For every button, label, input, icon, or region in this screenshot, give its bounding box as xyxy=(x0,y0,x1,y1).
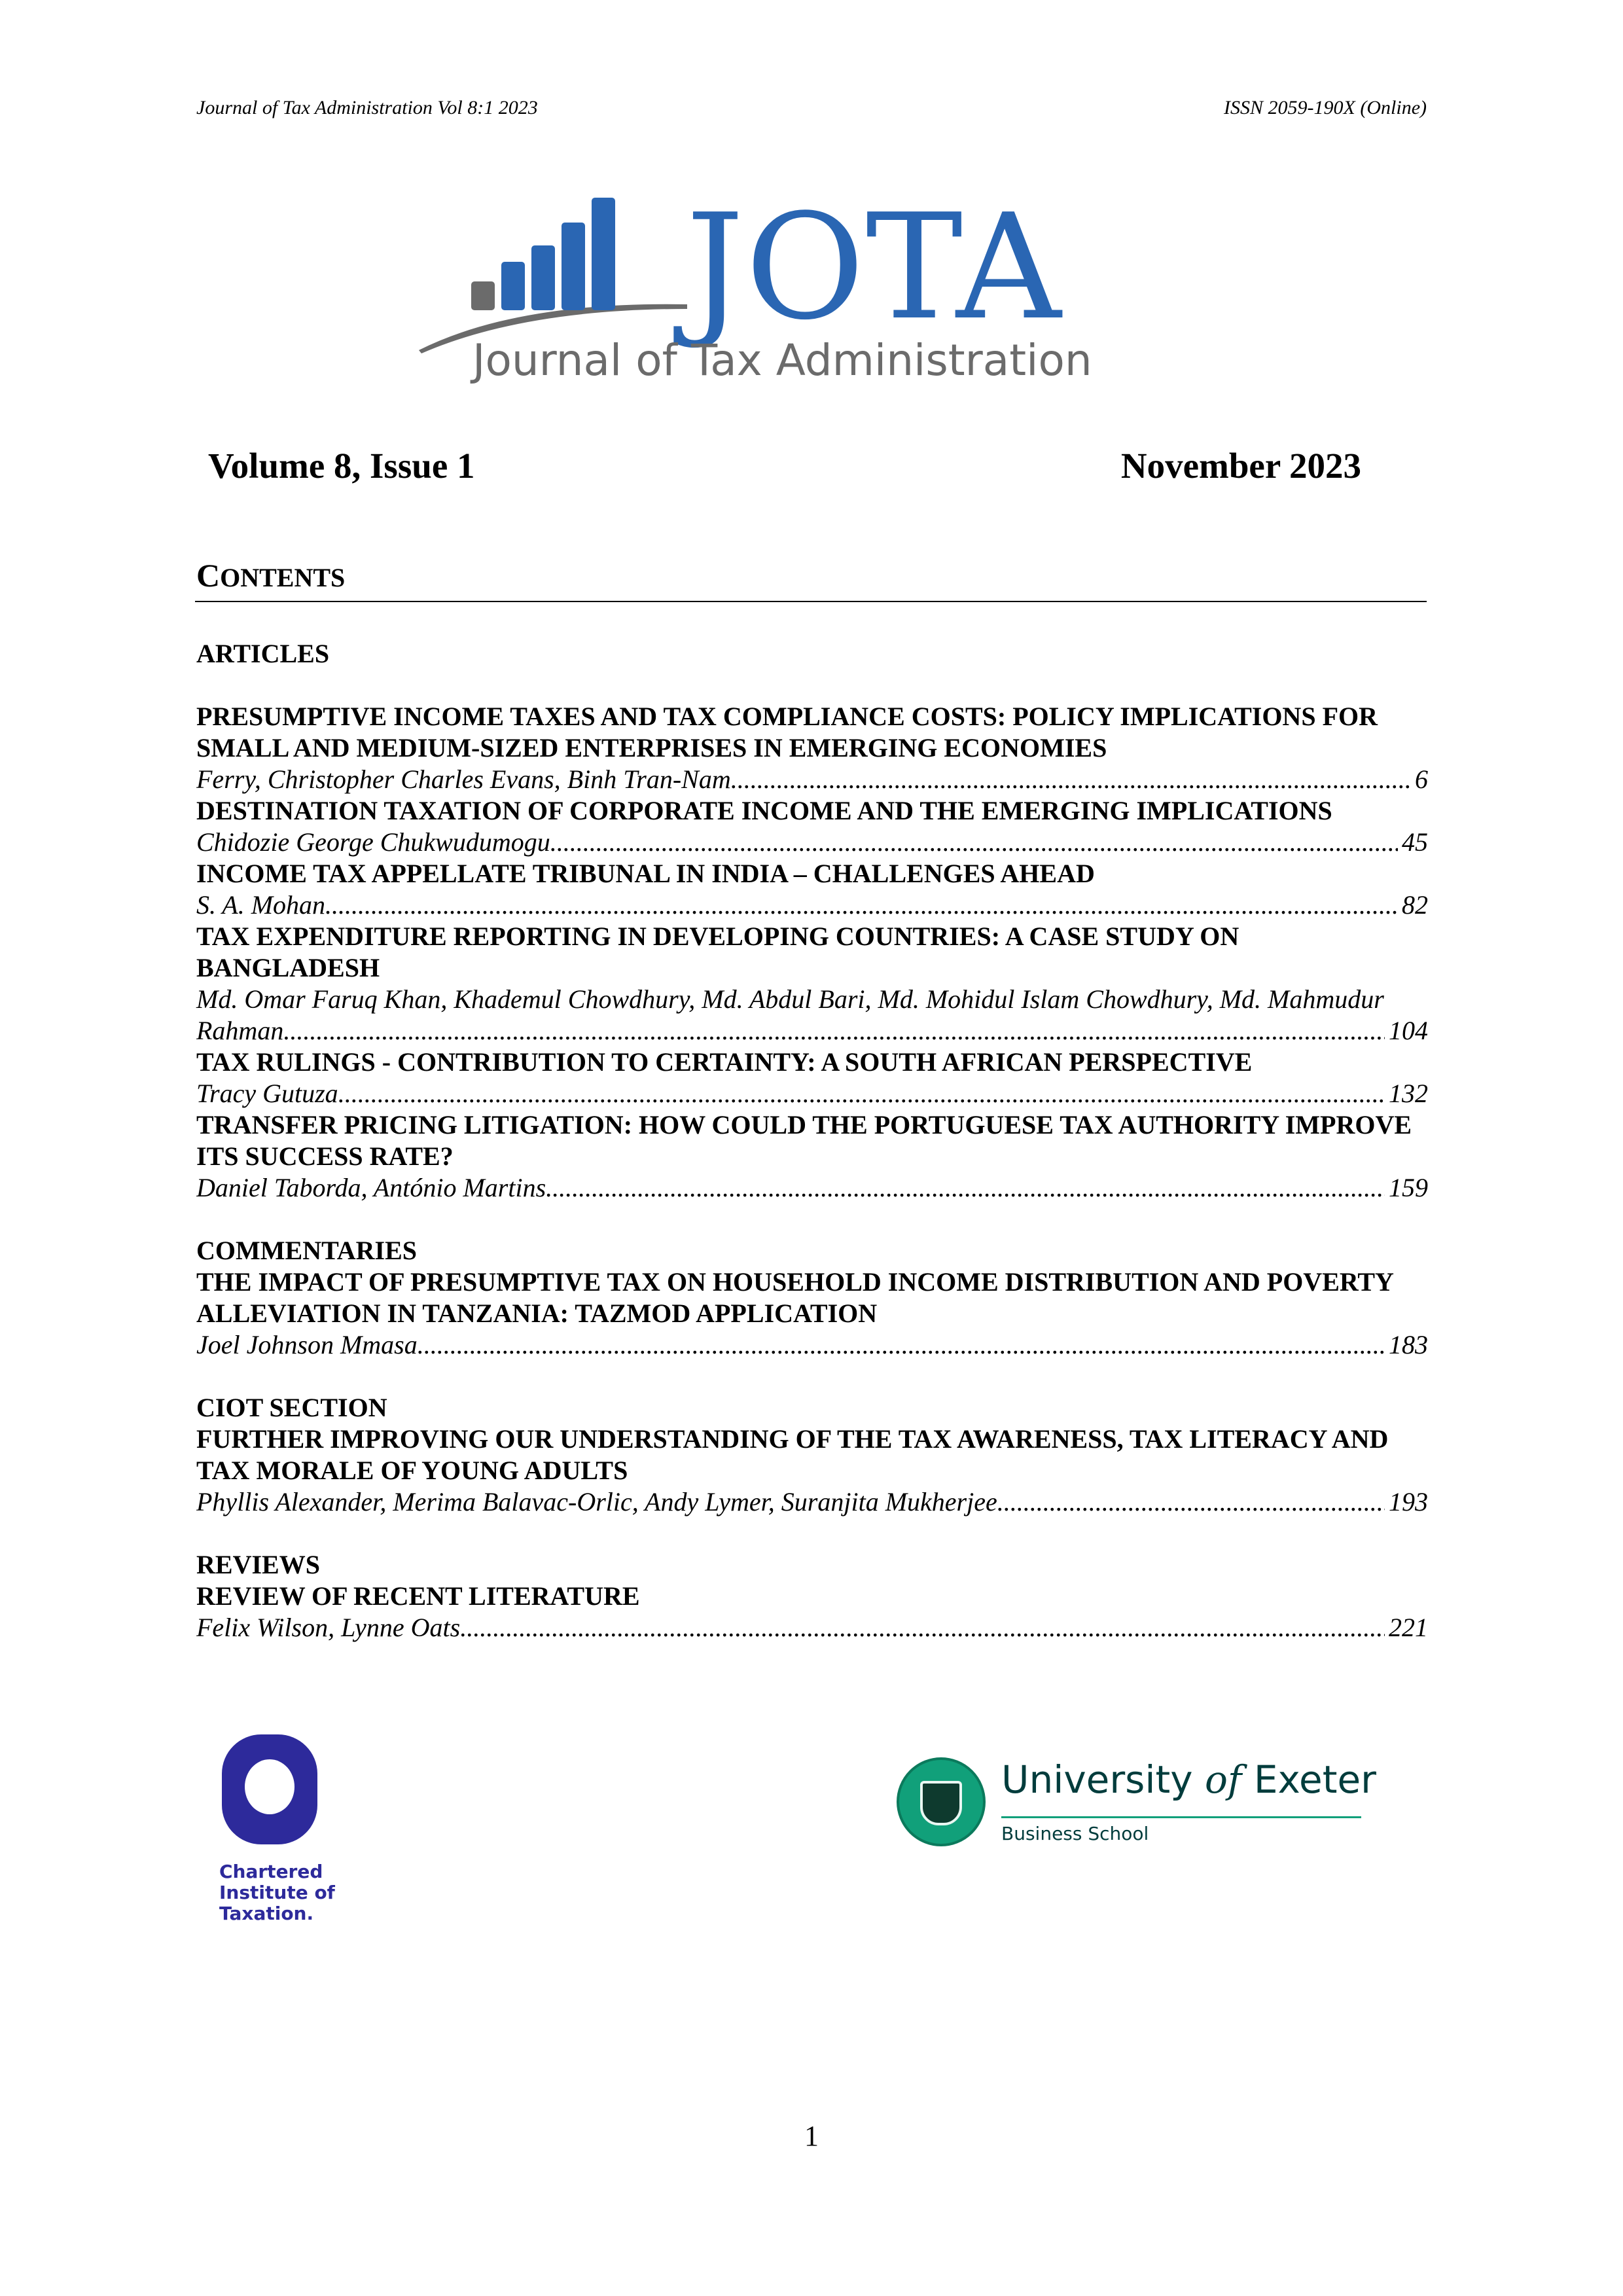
article-author-line xyxy=(196,1078,1428,1109)
article-page-number[interactable]: 82 xyxy=(1402,890,1428,920)
jota-wordmark: JOTA xyxy=(686,183,1063,352)
table-of-contents xyxy=(196,638,1428,1643)
volume-issue: Volume 8, Issue 1 xyxy=(208,446,475,486)
article-authors: Joel Johnson Mmasa xyxy=(196,1330,418,1359)
dot-leader xyxy=(418,1329,1385,1361)
article-title[interactable]: DESTINATION TAXATION OF CORPORATE INCOME AND THE EMERGING IMPLICATIONS xyxy=(196,796,1332,825)
article-title[interactable]: TAX EXPENDITURE REPORTING IN DEVELOPING COUNTRIES: A CASE STUDY ON BANGLADESH xyxy=(196,922,1240,982)
article-title[interactable]: TRANSFER PRICING LITIGATION: HOW COULD THE PORTUGUESE TAX AUTHORITY IMPROVE ITS SUCCESS RATE? xyxy=(196,1110,1412,1171)
bar-chart-logo-icon xyxy=(412,190,687,360)
article-authors: Phyllis Alexander, Merima Balavac-Orlic, Andy Lymer, Suranjita Mukherjee xyxy=(196,1487,997,1516)
article-author-line xyxy=(196,1329,1428,1361)
contents-divider xyxy=(195,601,1427,602)
article-page-number[interactable]: 159 xyxy=(1389,1173,1428,1202)
dot-leader xyxy=(283,1015,1385,1047)
contents-heading: CONTENTS xyxy=(196,557,346,594)
article-authors: S. A. Mohan xyxy=(196,890,326,920)
article-authors: Ferry, Christopher Charles Evans, Binh Tran-Nam xyxy=(196,764,731,794)
dot-leader xyxy=(546,1172,1385,1204)
article-author-line xyxy=(196,764,1428,795)
page-number: 1 xyxy=(804,2120,819,2152)
article-author-line xyxy=(196,827,1428,858)
running-header-journal: Journal of Tax Administration Vol 8:1 2023 xyxy=(196,97,538,118)
exeter-school: Business School xyxy=(1001,1823,1149,1844)
article-title[interactable]: PRESUMPTIVE INCOME TAXES AND TAX COMPLIANCE COSTS: POLICY IMPLICATIONS FOR SMALL AND MEDIUM-SIZED ENTERPRISES IN EMERGING ECONOMIES xyxy=(196,702,1378,762)
article-title[interactable]: TAX RULINGS - CONTRIBUTION TO CERTAINTY: A SOUTH AFRICAN PERSPECTIVE xyxy=(196,1047,1253,1077)
section-heading: ARTICLES xyxy=(196,639,330,668)
dot-leader xyxy=(325,889,1398,921)
exeter-logo xyxy=(897,1757,1376,1856)
article-author-line xyxy=(196,1486,1428,1518)
dot-leader xyxy=(997,1486,1385,1518)
ciot-ring-icon xyxy=(222,1734,317,1844)
article-page-number[interactable]: 132 xyxy=(1389,1079,1428,1108)
running-header-issn: ISSN 2059-190X (Online) xyxy=(1224,97,1427,118)
article-authors: Rahman xyxy=(196,1016,284,1045)
exeter-seal-icon xyxy=(897,1757,986,1846)
article-title[interactable]: THE IMPACT OF PRESUMPTIVE TAX ON HOUSEHOLD INCOME DISTRIBUTION AND POVERTY ALLEVIATION IN TANZANIA: TAZMOD APPLICATION xyxy=(196,1267,1393,1328)
issue-date: November 2023 xyxy=(1120,446,1361,486)
article-page-number[interactable]: 104 xyxy=(1389,1016,1428,1045)
section-gap xyxy=(196,670,1428,701)
article-title[interactable]: REVIEW OF RECENT LITERATURE xyxy=(196,1581,640,1611)
ciot-logo xyxy=(219,1734,337,1924)
ciot-name: Chartered Institute of Taxation. xyxy=(219,1861,335,1924)
article-authors: Chidozie George Chukwudumogu xyxy=(196,827,550,857)
article-page-number[interactable]: 6 xyxy=(1415,764,1428,794)
section-gap xyxy=(196,1518,1428,1549)
article-author-line xyxy=(196,1015,1428,1047)
article-author-line xyxy=(196,1172,1428,1204)
article-title[interactable]: FURTHER IMPROVING OUR UNDERSTANDING OF THE TAX AWARENESS, TAX LITERACY AND TAX MORALE OF YOUNG ADULTS xyxy=(196,1424,1389,1485)
jota-logo xyxy=(412,183,1092,406)
article-authors: Felix Wilson, Lynne Oats xyxy=(196,1613,461,1642)
exeter-divider xyxy=(1001,1816,1361,1818)
article-author-line xyxy=(196,889,1428,921)
section-heading: REVIEWS xyxy=(196,1550,320,1579)
section-heading: COMMENTARIES xyxy=(196,1236,418,1265)
exeter-name: University of Exeter xyxy=(1001,1757,1376,1802)
article-page-number[interactable]: 183 xyxy=(1389,1330,1428,1359)
article-author-line xyxy=(196,1612,1428,1643)
dot-leader xyxy=(460,1612,1385,1643)
article-page-number[interactable]: 193 xyxy=(1389,1487,1428,1516)
article-title[interactable]: INCOME TAX APPELLATE TRIBUNAL IN INDIA – CHALLENGES AHEAD xyxy=(196,859,1095,888)
article-authors: Tracy Gutuza xyxy=(196,1079,338,1108)
article-authors: Md. Omar Faruq Khan, Khademul Chowdhury, Md. Abdul Bari, Md. Mohidul Islam Chowdhury, Md. Mahmudur xyxy=(196,984,1384,1014)
section-gap xyxy=(196,1361,1428,1392)
article-authors: Daniel Taborda, António Martins xyxy=(196,1173,546,1202)
section-gap xyxy=(196,1204,1428,1235)
article-page-number[interactable]: 221 xyxy=(1389,1613,1428,1642)
dot-leader xyxy=(731,764,1411,795)
dot-leader xyxy=(550,827,1398,858)
jota-subtitle: Journal of Tax Administration xyxy=(473,335,1092,386)
section-heading: CIOT SECTION xyxy=(196,1393,387,1422)
article-page-number[interactable]: 45 xyxy=(1402,827,1428,857)
dot-leader xyxy=(338,1078,1385,1109)
